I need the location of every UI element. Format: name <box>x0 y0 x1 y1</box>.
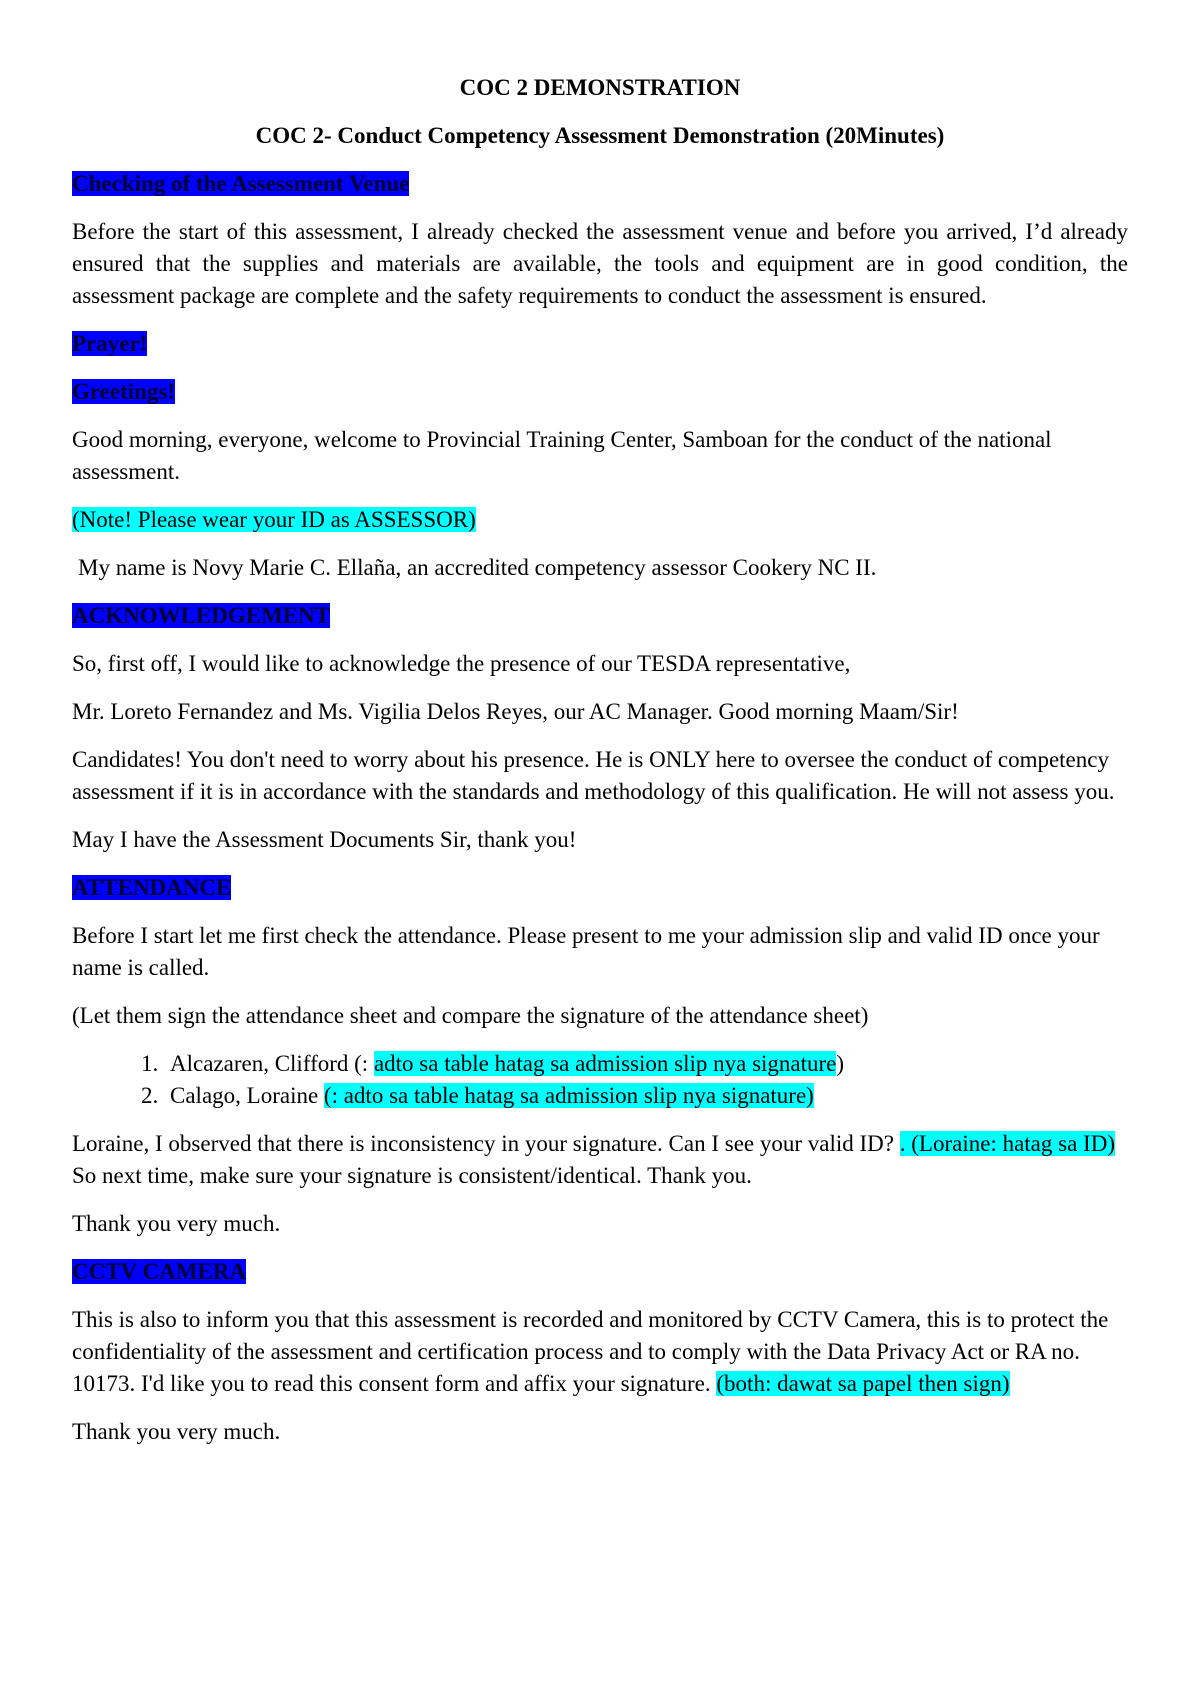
cctv-thanks: Thank you very much. <box>72 1419 281 1444</box>
candidate-note-close: ) <box>836 1051 845 1076</box>
candidate-note: (: adto sa table hatag sa admission slip nya signature) <box>323 1083 814 1108</box>
assessor-intro: My name is Novy Marie C. Ellaña, an accredited competency assessor Cookery NC II. <box>78 555 877 580</box>
acknowledgement-p3: Candidates! You don't need to worry about his presence. He is ONLY here to oversee the conduct of competency assessment if it is in accordance with the standards and methodology of this qualification. He will not assess you. <box>72 747 1115 804</box>
heading-greetings <box>72 376 1128 408</box>
attendance-list <box>72 1048 1128 1112</box>
heading-cctv <box>72 1256 1128 1288</box>
document-subtitle: COC 2- Conduct Competency Assessment Demonstration (20Minutes) <box>255 123 945 148</box>
cctv-paragraph <box>72 1304 1128 1400</box>
list-item <box>164 1048 1128 1080</box>
heading-cctv-text: CCTV CAMERA <box>72 1259 246 1284</box>
venue-paragraph: Before the start of this assessment, I already checked the assessment venue and before you arrived, I’d already ensured that the supplies and materials are available, the tools and equipment are in good condition, the assessment package are complete and the safety requirements to conduct the assessment is ensured. <box>72 219 1128 308</box>
candidate-note: adto sa table hatag sa admission slip nya signature <box>373 1051 837 1076</box>
attendance-thanks: Thank you very much. <box>72 1211 281 1236</box>
assessor-id-note <box>72 504 1128 536</box>
attendance-p1: Before I start let me first check the attendance. Please present to me your admission slip and valid ID once your name is called. <box>72 923 1100 980</box>
acknowledgement-p1: So, first off, I would like to acknowledge the presence of our TESDA representative, <box>72 651 851 676</box>
candidate-name: Calago, Loraine <box>170 1083 319 1108</box>
document-title: COC 2 DEMONSTRATION <box>459 75 741 100</box>
heading-greetings-text: Greetings! <box>72 379 176 404</box>
heading-prayer-text: Prayer! <box>72 331 148 356</box>
heading-attendance-text: ATTENDANCE <box>72 875 232 900</box>
attendance-p2: (Let them sign the attendance sheet and compare the signature of the attendance sheet) <box>72 1003 869 1028</box>
loraine-text: Loraine, I observed that there is inconsistency in your signature. Can I see your valid ID? <box>72 1131 895 1156</box>
acknowledgement-p4: May I have the Assessment Documents Sir, thank you! <box>72 827 577 852</box>
heading-acknowledgement-text: ACKNOWLEDGEMENT <box>72 603 331 628</box>
greetings-paragraph: Good morning, everyone, welcome to Provincial Training Center, Samboan for the conduct of the national assessment. <box>72 427 1052 484</box>
loraine-note: . (Loraine: hatag sa ID) <box>899 1131 1115 1156</box>
heading-venue <box>72 168 1128 200</box>
acknowledgement-p2: Mr. Loreto Fernandez and Ms. Vigilia Delos Reyes, our AC Manager. Good morning Maam/Sir! <box>72 699 959 724</box>
loraine-paragraph <box>72 1128 1128 1192</box>
list-item <box>164 1080 1128 1112</box>
heading-attendance <box>72 872 1128 904</box>
heading-acknowledgement <box>72 600 1128 632</box>
heading-venue-text: Checking of the Assessment Venue <box>72 171 410 196</box>
cctv-note: (both: dawat sa papel then sign) <box>716 1371 1010 1396</box>
candidate-name: Alcazaren, Clifford (: <box>170 1051 369 1076</box>
assessor-id-note-text: (Note! Please wear your ID as ASSESSOR) <box>72 507 476 532</box>
cctv-body: This is also to inform you that this assessment is recorded and monitored by CCTV Camera, this is to protect the confidentiality of the assessment and certification process and to comply with the Data Privacy Act or RA no. 10173. I'd like you to read this consent form and affix your signature. <box>72 1307 1109 1396</box>
loraine-after: So next time, make sure your signature is consistent/identical. Thank you. <box>72 1163 752 1188</box>
heading-prayer <box>72 328 1128 360</box>
